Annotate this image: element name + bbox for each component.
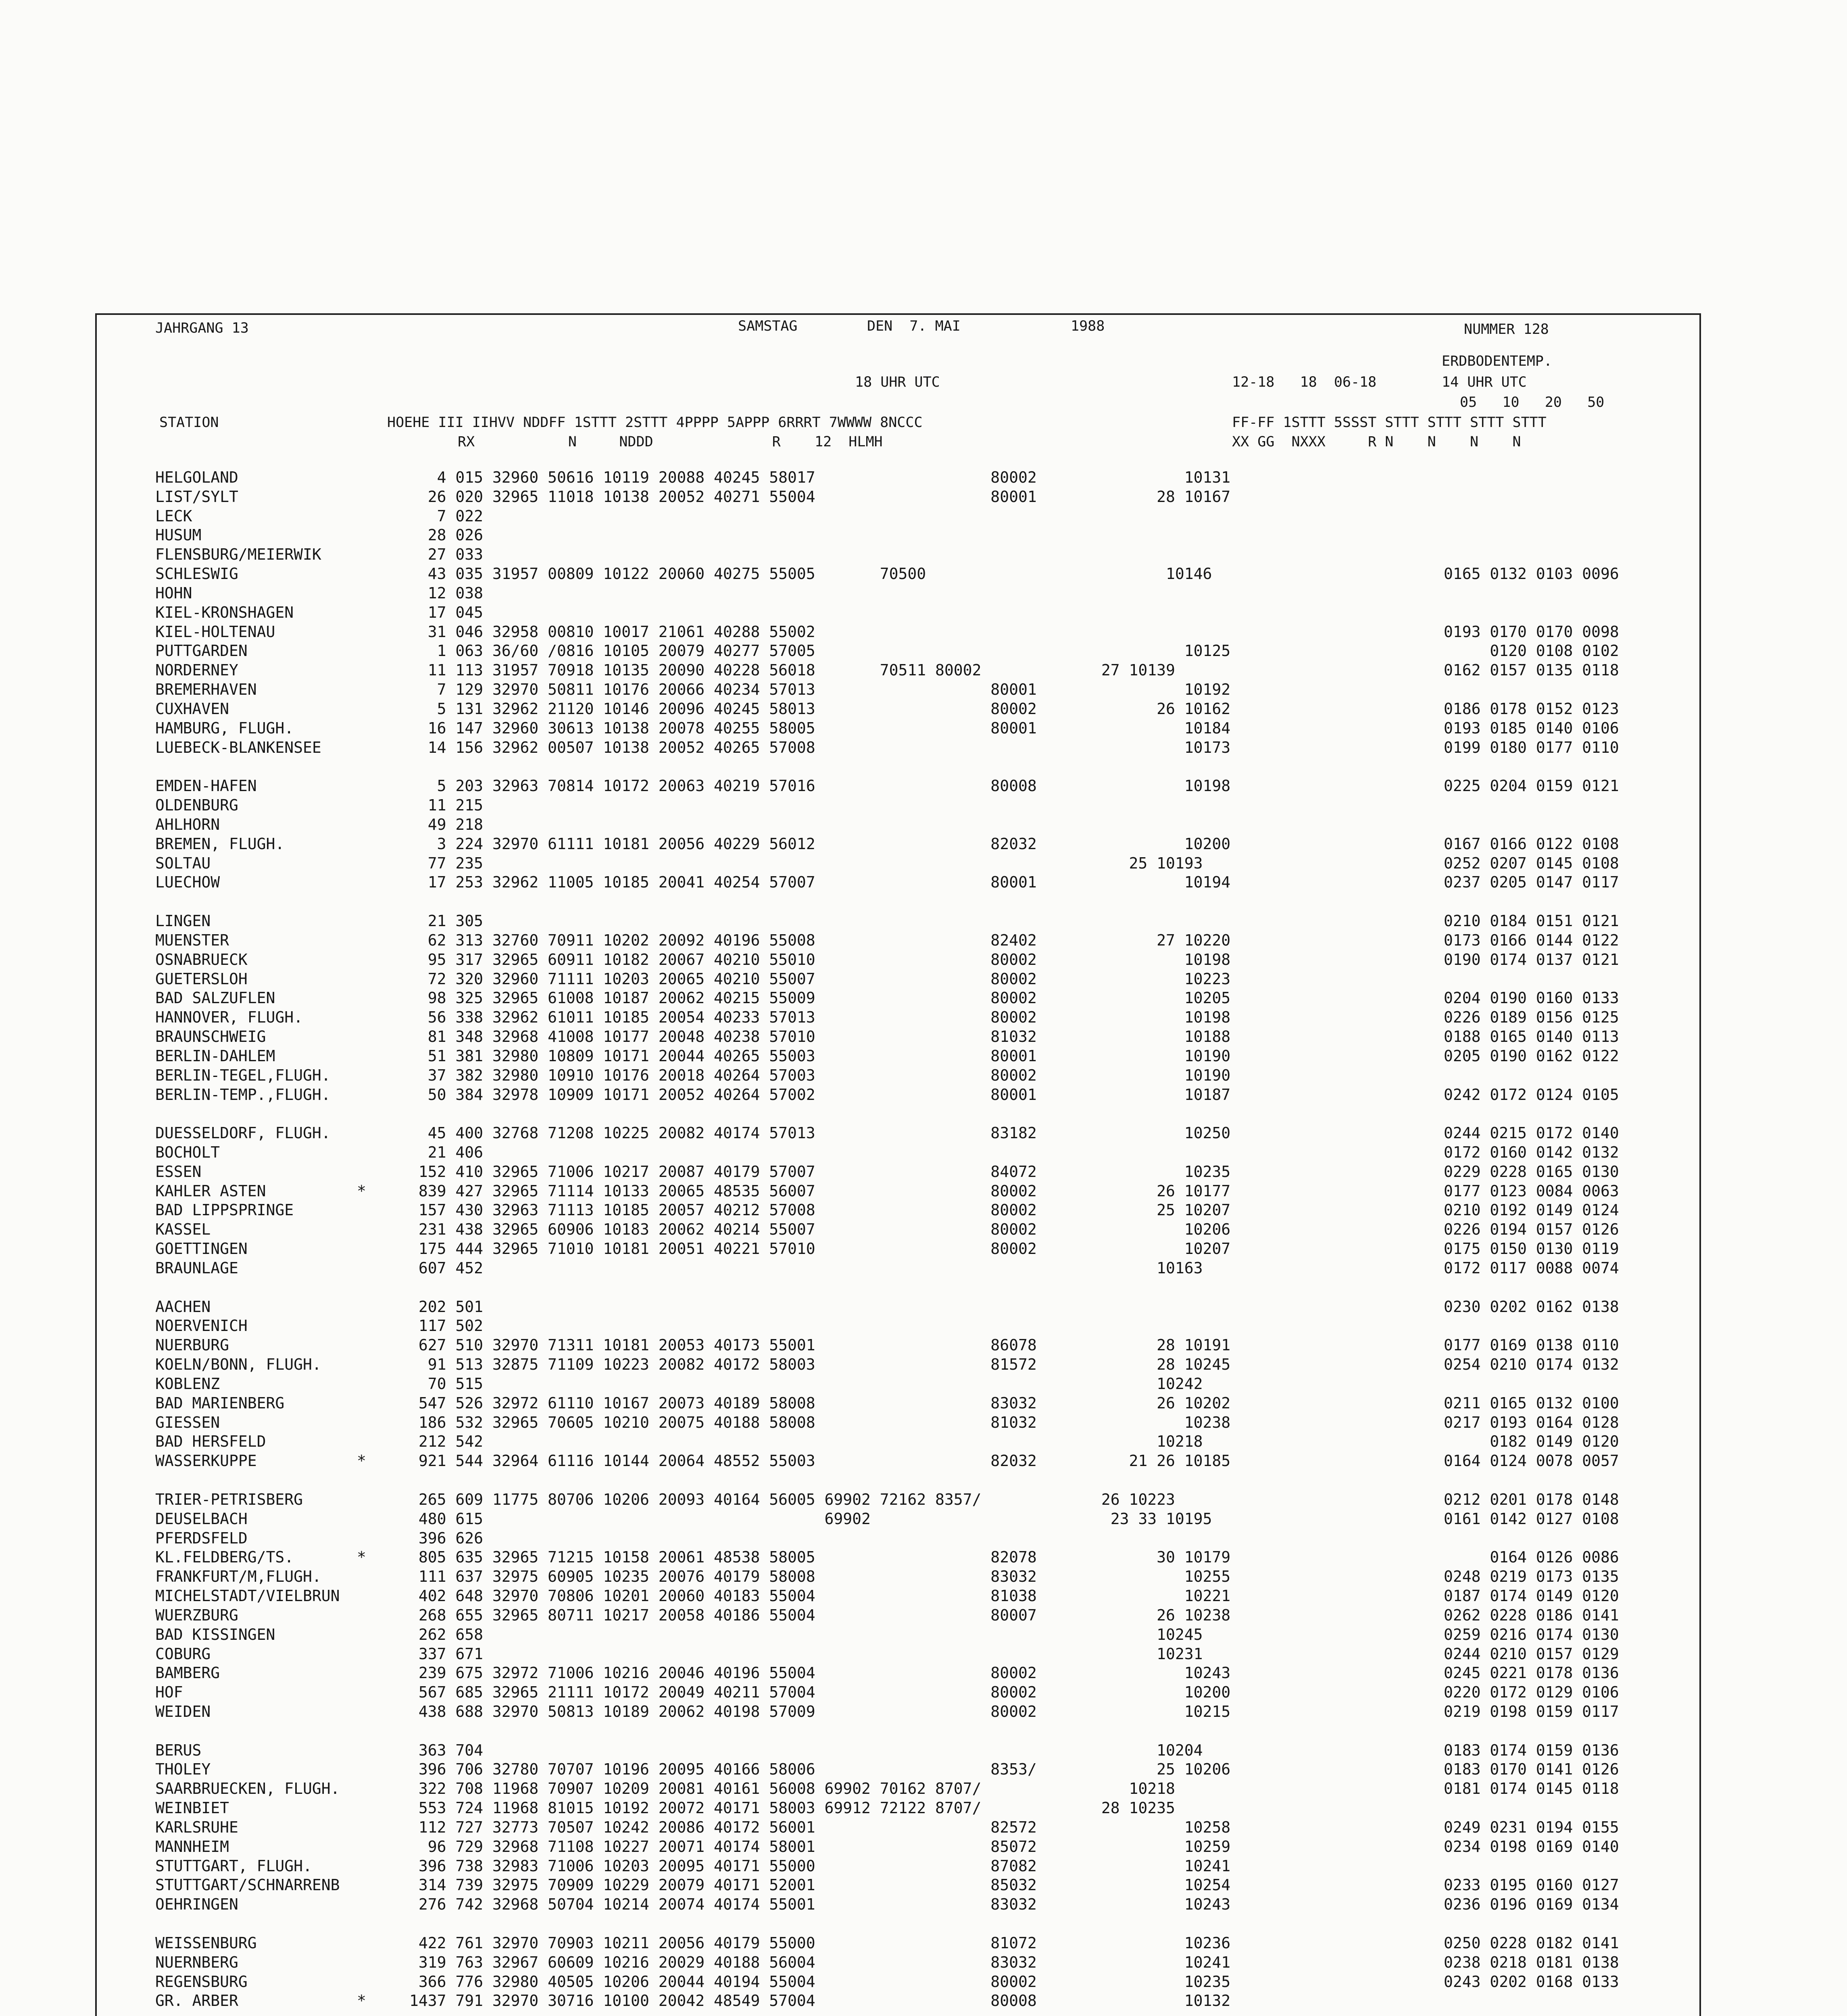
synop-values: 322 708 11968 70907 10209 20081 40161 56008 69902 70162 8707/ 10218 xyxy=(409,1780,1175,1798)
station-name: DUESSELDORF, FLUGH. xyxy=(155,1124,331,1142)
station-name: GUETERSLOH xyxy=(155,970,248,988)
soil-temperatures: 0243 0202 0168 0133 xyxy=(1444,1972,1619,1991)
soil-temperatures: 0237 0205 0147 0117 xyxy=(1444,873,1619,891)
station-name: WEISSENBURG xyxy=(155,1934,257,1952)
synop-values: 265 609 11775 80706 10206 20093 40164 56005 69902 72162 8357/ 26 10223 xyxy=(409,1490,1175,1508)
synop-values: 276 742 32968 50704 10214 20074 40174 55001 83032 10243 xyxy=(409,1895,1231,1914)
station-name: FLENSBURG/MEIERWIK xyxy=(155,546,321,564)
period-heading-line1: FF-FF 1STTT 5SSST STTT STTT STTT STTT xyxy=(1232,414,1547,431)
station-name: BAMBERG xyxy=(155,1664,220,1682)
station-name: SAARBRUECKEN, FLUGH. xyxy=(155,1780,340,1798)
synop-values: 111 637 32975 60905 10235 20076 40179 58008 83032 10255 xyxy=(409,1568,1231,1586)
synop-values: 11 215 xyxy=(409,796,484,814)
synop-values: 202 501 xyxy=(409,1297,484,1316)
synop-values: 396 738 32983 71006 10203 20095 40171 55000 87082 10241 xyxy=(409,1857,1231,1875)
station-name: BAD HERSFELD xyxy=(155,1433,266,1451)
soil-temperatures: 0177 0169 0138 0110 xyxy=(1444,1336,1619,1354)
synop-values: 7 129 32970 50811 10176 20066 40234 57013 80001 10192 xyxy=(409,681,1231,699)
soil-temperatures: 0248 0219 0173 0135 xyxy=(1444,1568,1619,1586)
soil-temperatures: 0210 0192 0149 0124 xyxy=(1444,1201,1619,1219)
station-name: CUXHAVEN xyxy=(155,700,229,718)
synop-values: 12 038 xyxy=(409,584,484,602)
station-name: BAD SALZUFLEN xyxy=(155,989,275,1007)
soil-depths: 05 10 20 50 xyxy=(1460,394,1605,410)
station-name: NOERVENICH xyxy=(155,1317,248,1335)
synop-values: 396 626 xyxy=(409,1529,484,1547)
synop-values: 268 655 32965 80711 10217 20058 40186 55004 80007 26 10238 xyxy=(409,1606,1231,1624)
year-label: 1988 xyxy=(1071,318,1105,334)
synop-values: 43 035 31957 00809 10122 20060 40275 55005 70500 10146 xyxy=(409,565,1212,583)
synop-values: 239 675 32972 71006 10216 20046 40196 55004 80002 10243 xyxy=(409,1664,1231,1682)
station-name: NUERNBERG xyxy=(155,1953,238,1971)
soil-temperatures: 0262 0228 0186 0141 xyxy=(1444,1606,1619,1624)
soil-temperatures: 0244 0210 0157 0129 xyxy=(1444,1645,1619,1663)
issue-label: NUMMER 128 xyxy=(1464,321,1549,337)
soil-temperatures: 0219 0198 0159 0117 xyxy=(1444,1703,1619,1720)
synop-values: 70 515 10242 xyxy=(409,1375,1203,1393)
station-name: MUENSTER xyxy=(155,931,229,949)
station-name: BAD KISSINGEN xyxy=(155,1625,275,1643)
station-name: HAMBURG, FLUGH. xyxy=(155,719,294,737)
synop-values: 438 688 32970 50813 10189 20062 40198 57009 80002 10215 xyxy=(409,1703,1231,1720)
synop-values: 363 704 10204 xyxy=(409,1741,1203,1759)
synop-values: 49 218 xyxy=(409,815,484,833)
soil-temperatures: 0182 0149 0120 xyxy=(1444,1433,1619,1451)
synop-values: 95 317 32965 60911 10182 20067 40210 55010 80002 10198 xyxy=(409,950,1231,968)
synop-values: 396 706 32780 70707 10196 20095 40166 58006 8353/ 25 10206 xyxy=(409,1760,1231,1779)
synop-values: 4 015 32960 50616 10119 20088 40245 58017 80002 10131 xyxy=(409,469,1231,486)
station-name: BAD MARIENBERG xyxy=(155,1394,285,1412)
synop-values: 319 763 32967 60609 10216 20029 40188 56004 83032 10241 xyxy=(409,1953,1231,1971)
synop-values: 314 739 32975 70909 10229 20079 40171 52001 85032 10254 xyxy=(409,1876,1231,1894)
group-18-utc: 18 UHR UTC xyxy=(855,374,940,390)
station-name: SOLTAU xyxy=(155,854,211,872)
synop-values: 157 430 32963 71113 10185 20057 40212 57008 80002 25 10207 xyxy=(409,1201,1231,1219)
group-period-heads: 12-18 18 06-18 xyxy=(1232,374,1377,390)
soil-temperatures: 0234 0198 0169 0140 xyxy=(1444,1837,1619,1856)
station-name: WEIDEN xyxy=(155,1703,211,1720)
soil-temperatures: 0211 0165 0132 0100 xyxy=(1444,1394,1619,1412)
synop-values: 37 382 32980 10910 10176 20018 40264 57003 80002 10190 xyxy=(409,1066,1231,1084)
synop-values: 212 542 10218 xyxy=(409,1433,1203,1451)
soil-temperatures: 0212 0201 0178 0148 xyxy=(1444,1490,1619,1508)
soil-temperatures: 0245 0221 0178 0136 xyxy=(1444,1664,1619,1682)
synop-values: 152 410 32965 71006 10217 20087 40179 57007 84072 10235 xyxy=(409,1162,1231,1181)
soil-temperatures: 0259 0216 0174 0130 xyxy=(1444,1625,1619,1643)
soil-temperatures: 0187 0174 0149 0120 xyxy=(1444,1587,1619,1605)
synop-values: 16 147 32960 30613 10138 20078 40255 58005 80001 10184 xyxy=(409,719,1231,737)
volume-label: JAHRGANG 13 xyxy=(155,320,249,336)
station-name: GOETTINGEN xyxy=(155,1240,248,1258)
mountain-station-marker: * xyxy=(357,1452,366,1470)
date-label: DEN 7. MAI xyxy=(867,318,961,334)
synop-values: 26 020 32965 11018 10138 20052 40271 55004 80001 28 10167 xyxy=(409,487,1231,506)
soil-temperatures: 0244 0215 0172 0140 xyxy=(1444,1124,1619,1142)
station-name: DEUSELBACH xyxy=(155,1510,248,1528)
station-name: GIESSEN xyxy=(155,1413,220,1431)
soil-temperatures: 0217 0193 0164 0128 xyxy=(1444,1413,1619,1431)
code-heading-line2: RX N NDDD R 12 HLMH xyxy=(458,434,883,450)
soil-temperatures: 0230 0202 0162 0138 xyxy=(1444,1297,1619,1316)
synop-values: 21 305 xyxy=(409,912,484,930)
soil-temperatures: 0226 0189 0156 0125 xyxy=(1444,1008,1619,1027)
soil-temperatures: 0233 0195 0160 0127 xyxy=(1444,1876,1619,1894)
period-heading-line2: XX GG NXXX R N N N N xyxy=(1232,434,1521,450)
soil-temperatures: 0199 0180 0177 0110 xyxy=(1444,738,1619,756)
soil-temperatures: 0172 0160 0142 0132 xyxy=(1444,1143,1619,1161)
station-name: REGENSBURG xyxy=(155,1972,248,1991)
synop-values: 28 026 xyxy=(409,526,484,544)
station-name: BOCHOLT xyxy=(155,1143,220,1161)
synop-values: 91 513 32875 71109 10223 20082 40172 58003 81572 28 10245 xyxy=(409,1356,1231,1374)
soil-temperatures: 0242 0172 0124 0105 xyxy=(1444,1085,1619,1104)
synop-values: 553 724 11968 81015 10192 20072 40171 58003 69912 72122 8707/ 28 10235 xyxy=(409,1799,1175,1817)
station-name: AACHEN xyxy=(155,1297,211,1316)
soil-temperatures: 0254 0210 0174 0132 xyxy=(1444,1356,1619,1374)
synop-values: 98 325 32965 61008 10187 20062 40215 55009 80002 10205 xyxy=(409,989,1231,1007)
synop-values: 627 510 32970 71311 10181 20053 40173 55001 86078 28 10191 xyxy=(409,1336,1231,1354)
station-name: BERLIN-TEMP.,FLUGH. xyxy=(155,1085,331,1104)
station-name: HUSUM xyxy=(155,526,202,544)
station-name: KOELN/BONN, FLUGH. xyxy=(155,1356,321,1374)
station-name: NORDERNEY xyxy=(155,661,238,679)
synop-values: 402 648 32970 70806 10201 20060 40183 55004 81038 10221 xyxy=(409,1587,1231,1605)
station-name: OEHRINGEN xyxy=(155,1895,238,1914)
station-name: BRAUNSCHWEIG xyxy=(155,1028,266,1046)
station-name: NUERBURG xyxy=(155,1336,229,1354)
synop-values: 366 776 32980 40505 10206 20044 40194 55004 80002 10235 xyxy=(409,1972,1231,1991)
synop-values: 175 444 32965 71010 10181 20051 40221 57010 80002 10207 xyxy=(409,1240,1231,1258)
station-name: STUTTGART, FLUGH. xyxy=(155,1857,312,1875)
soil-temperatures: 0204 0190 0160 0133 xyxy=(1444,989,1619,1007)
station-name: BERLIN-DAHLEM xyxy=(155,1047,275,1065)
soil-temperatures: 0162 0157 0135 0118 xyxy=(1444,661,1619,679)
synop-values: 45 400 32768 71208 10225 20082 40174 57013 83182 10250 xyxy=(409,1124,1231,1142)
station-name: KL.FELDBERG/TS. xyxy=(155,1548,294,1566)
soil-temperatures: 0205 0190 0162 0122 xyxy=(1444,1047,1619,1065)
mountain-station-marker: * xyxy=(357,1992,366,2010)
soil-temperatures: 0226 0194 0157 0126 xyxy=(1444,1220,1619,1239)
station-name: SCHLESWIG xyxy=(155,565,238,583)
soil-temperatures: 0193 0185 0140 0106 xyxy=(1444,719,1619,737)
soil-temperatures: 0172 0117 0088 0074 xyxy=(1444,1259,1619,1277)
station-name: WASSERKUPPE xyxy=(155,1452,257,1470)
synop-values: 5 131 32962 21120 10146 20096 40245 58013 80002 26 10162 xyxy=(409,700,1231,718)
station-name: HELGOLAND xyxy=(155,469,238,486)
station-name: EMDEN-HAFEN xyxy=(155,777,257,795)
station-name: LUECHOW xyxy=(155,873,220,891)
station-name: KAHLER ASTEN xyxy=(155,1182,266,1200)
station-name: FRANKFURT/M,FLUGH. xyxy=(155,1568,321,1586)
synop-values: 480 615 69902 23 33 10195 xyxy=(409,1510,1212,1528)
synop-values: 77 235 25 10193 xyxy=(409,854,1203,872)
synop-values: 72 320 32960 71111 10203 20065 40210 55007 80002 10223 xyxy=(409,970,1231,988)
station-name: HANNOVER, FLUGH. xyxy=(155,1008,303,1027)
synop-values: 231 438 32965 60906 10183 20062 40214 55007 80002 10206 xyxy=(409,1220,1231,1239)
soil-temperatures: 0249 0231 0194 0155 xyxy=(1444,1818,1619,1836)
station-name: BREMEN, FLUGH. xyxy=(155,835,285,853)
station-name: LUEBECK-BLANKENSEE xyxy=(155,738,321,756)
station-name: BRAUNLAGE xyxy=(155,1259,238,1277)
synop-values: 112 727 32773 70507 10242 20086 40172 56001 82572 10258 xyxy=(409,1818,1231,1836)
station-name: LECK xyxy=(155,507,192,525)
station-name: LINGEN xyxy=(155,912,211,930)
soil-temperatures: 0252 0207 0145 0108 xyxy=(1444,854,1619,872)
soil-temperatures: 0210 0184 0151 0121 xyxy=(1444,912,1619,930)
synop-values: 262 658 10245 xyxy=(409,1625,1203,1643)
soil-temperatures: 0175 0150 0130 0119 xyxy=(1444,1240,1619,1258)
station-heading: STATION xyxy=(159,414,219,431)
synop-values: 62 313 32760 70911 10202 20092 40196 55008 82402 27 10220 xyxy=(409,931,1231,949)
synop-values: 117 502 xyxy=(409,1317,484,1335)
soil-temperatures: 0164 0126 0086 xyxy=(1444,1548,1619,1566)
station-name: PFERDSFELD xyxy=(155,1529,248,1547)
synop-values: 81 348 32968 41008 10177 20048 40238 57010 81032 10188 xyxy=(409,1028,1231,1046)
soil-temperatures: 0190 0174 0137 0121 xyxy=(1444,950,1619,968)
station-name: ESSEN xyxy=(155,1162,202,1181)
station-name: COBURG xyxy=(155,1645,211,1663)
synop-values: 1437 791 32970 30716 10100 20042 48549 57004 80008 10132 xyxy=(409,1992,1231,2010)
soil-temperatures: 0225 0204 0159 0121 xyxy=(1444,777,1619,795)
synop-values: 21 406 xyxy=(409,1143,484,1161)
synop-values: 337 671 10231 xyxy=(409,1645,1203,1663)
mountain-station-marker: * xyxy=(357,1182,366,1200)
soil-temperatures: 0238 0218 0181 0138 xyxy=(1444,1953,1619,1971)
mountain-station-marker: * xyxy=(357,1548,366,1566)
synop-values: 422 761 32970 70903 10211 20056 40179 55000 81072 10236 xyxy=(409,1934,1231,1952)
synop-values: 567 685 32965 21111 10172 20049 40211 57004 80002 10200 xyxy=(409,1683,1231,1702)
synop-values: 11 113 31957 70918 10135 20090 40228 56018 70511 80002 27 10139 xyxy=(409,661,1175,679)
soil-temperatures: 0193 0170 0170 0098 xyxy=(1444,623,1619,641)
soil-temperatures: 0120 0108 0102 xyxy=(1444,642,1619,660)
synop-values: 96 729 32968 71108 10227 20071 40174 58001 85072 10259 xyxy=(409,1837,1231,1856)
station-name: KIEL-HOLTENAU xyxy=(155,623,275,641)
station-name: WEINBIET xyxy=(155,1799,229,1817)
station-name: BREMERHAVEN xyxy=(155,681,257,699)
station-name: TRIER-PETRISBERG xyxy=(155,1490,303,1508)
station-name: KARLSRUHE xyxy=(155,1818,238,1836)
synop-values: 607 452 10163 xyxy=(409,1259,1203,1277)
synop-values: 7 022 xyxy=(409,507,484,525)
station-name: WUERZBURG xyxy=(155,1606,238,1624)
soil-temp-time: 14 UHR UTC xyxy=(1442,374,1527,390)
station-name: HOF xyxy=(155,1683,183,1702)
station-name: LIST/SYLT xyxy=(155,487,238,506)
synop-values: 56 338 32962 61011 10185 20054 40233 57013 80002 10198 xyxy=(409,1008,1231,1027)
station-name: OSNABRUECK xyxy=(155,950,248,968)
station-name: GR. ARBER xyxy=(155,1992,238,2010)
station-name: OLDENBURG xyxy=(155,796,238,814)
soil-temperatures: 0181 0174 0145 0118 xyxy=(1444,1780,1619,1798)
synop-values: 839 427 32965 71114 10133 20065 48535 56007 80002 26 10177 xyxy=(409,1182,1231,1200)
station-name: MICHELSTADT/VIELBRUN xyxy=(155,1587,340,1605)
synop-values: 921 544 32964 61116 10144 20064 48552 55003 82032 21 26 10185 xyxy=(409,1452,1231,1470)
soil-temperatures: 0164 0124 0078 0057 xyxy=(1444,1452,1619,1470)
soil-temperatures: 0161 0142 0127 0108 xyxy=(1444,1510,1619,1528)
station-name: THOLEY xyxy=(155,1760,211,1779)
station-name: PUTTGARDEN xyxy=(155,642,248,660)
soil-temperatures: 0220 0172 0129 0106 xyxy=(1444,1683,1619,1702)
soil-temperatures: 0183 0174 0159 0136 xyxy=(1444,1741,1619,1759)
station-name: BERUS xyxy=(155,1741,202,1759)
soil-temperatures: 0250 0228 0182 0141 xyxy=(1444,1934,1619,1952)
station-name: AHLHORN xyxy=(155,815,220,833)
soil-temperatures: 0186 0178 0152 0123 xyxy=(1444,700,1619,718)
soil-temperatures: 0173 0166 0144 0122 xyxy=(1444,931,1619,949)
soil-temperatures: 0177 0123 0084 0063 xyxy=(1444,1182,1619,1200)
weekday-label: SAMSTAG xyxy=(738,318,798,334)
soil-temperatures: 0236 0196 0169 0134 xyxy=(1444,1895,1619,1914)
synop-values: 547 526 32972 61110 10167 20073 40189 58008 83032 26 10202 xyxy=(409,1394,1231,1412)
synop-values: 17 253 32962 11005 10185 20041 40254 57007 80001 10194 xyxy=(409,873,1231,891)
code-heading-line1: HOEHE III IIHVV NDDFF 1STTT 2STTT 4PPPP 5APPP 6RRRT 7WWWW 8NCCC xyxy=(387,414,923,431)
synop-values: 17 045 xyxy=(409,603,484,621)
station-name: MANNHEIM xyxy=(155,1837,229,1856)
synop-values: 50 384 32978 10909 10171 20052 40264 57002 80001 10187 xyxy=(409,1085,1231,1104)
synop-values: 186 532 32965 70605 10210 20075 40188 58008 81032 10238 xyxy=(409,1413,1231,1431)
station-name: STUTTGART/SCHNARRENB xyxy=(155,1876,340,1894)
synop-values: 51 381 32980 10809 10171 20044 40265 55003 80001 10190 xyxy=(409,1047,1231,1065)
station-name: BERLIN-TEGEL,FLUGH. xyxy=(155,1066,331,1084)
synop-values: 14 156 32962 00507 10138 20052 40265 57008 10173 xyxy=(409,738,1231,756)
synop-values: 5 203 32963 70814 10172 20063 40219 57016 80008 10198 xyxy=(409,777,1231,795)
soil-temperatures: 0167 0166 0122 0108 xyxy=(1444,835,1619,853)
soil-temperatures: 0183 0170 0141 0126 xyxy=(1444,1760,1619,1779)
synop-values: 27 033 xyxy=(409,546,484,564)
station-name: KOBLENZ xyxy=(155,1375,220,1393)
synop-values: 31 046 32958 00810 10017 21061 40288 55002 xyxy=(409,623,815,641)
station-name: HOHN xyxy=(155,584,192,602)
soil-temperatures: 0188 0165 0140 0113 xyxy=(1444,1028,1619,1046)
synop-values: 3 224 32970 61111 10181 20056 40229 56012 82032 10200 xyxy=(409,835,1231,853)
station-name: KASSEL xyxy=(155,1220,211,1239)
station-name: KIEL-KRONSHAGEN xyxy=(155,603,294,621)
soil-temp-title: ERDBODENTEMP. xyxy=(1442,353,1552,369)
synop-values: 805 635 32965 71215 10158 20061 48538 58005 82078 30 10179 xyxy=(409,1548,1231,1566)
station-name: BAD LIPPSPRINGE xyxy=(155,1201,294,1219)
soil-temperatures: 0229 0228 0165 0130 xyxy=(1444,1162,1619,1181)
synop-values: 1 063 36/60 /0816 10105 20079 40277 57005 10125 xyxy=(409,642,1231,660)
soil-temperatures: 0165 0132 0103 0096 xyxy=(1444,565,1619,583)
